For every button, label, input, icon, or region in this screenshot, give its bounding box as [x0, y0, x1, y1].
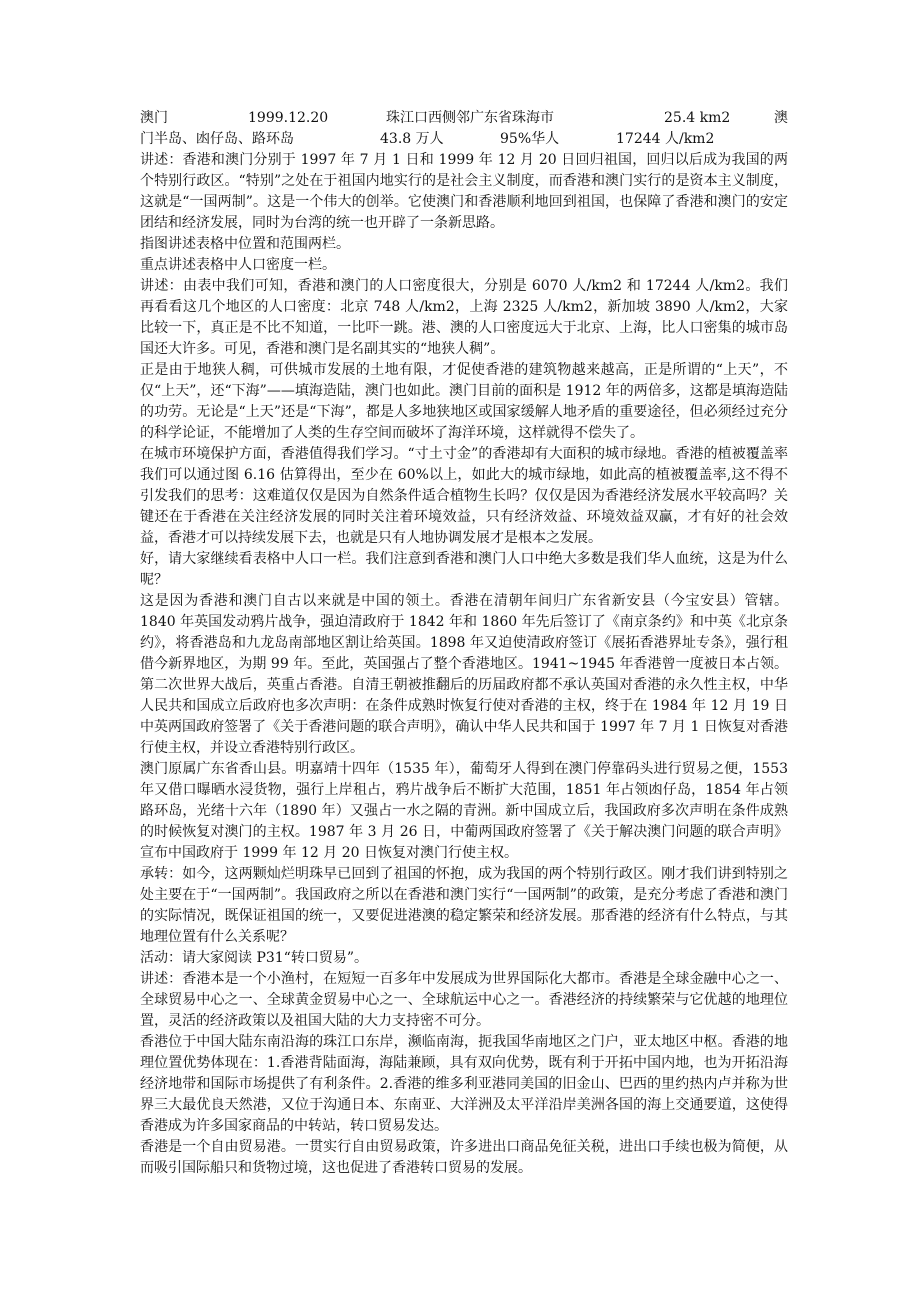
area-cell: 25.4 km2: [664, 110, 731, 126]
population-cell: 43.8 万人: [380, 131, 444, 147]
paragraph-activity: 活动：请大家阅读 P31“转口贸易”。: [140, 950, 368, 966]
paragraph-map-instruction: 指图讲述表格中位置和范围两栏。: [140, 236, 350, 252]
territory-cell: 门半岛、凼仔岛、路环岛: [140, 131, 294, 147]
paragraph-environment: 在城市环境保护方面，香港值得我们学习。“寸土寸金”的香港却有大面积的城市绿地。香港的植被覆盖率我们可以通过图 6.16 估算得出，至少在 60%以上，如此大的城市绿地，如此高的植被覆盖率,这不得不引发我们的思考：这难道仅仅是因为自然条件适合植物生长吗？仅仅是因为香港经济发展水平较高吗？关键还在于香港在关注经济发展的同时关注着环境效益，只有经济效益、环境效益双赢，才有好的社会效益，香港才可以持续发展下去，也就是只有人地协调发展才是根本之发展。: [140, 446, 788, 546]
paragraph-density-focus: 重点讲述表格中人口密度一栏。: [140, 257, 336, 273]
paragraph-land-reclamation: 正是由于地狭人稠，可供城市发展的土地有限，才促使香港的建筑物越来越高，正是所谓的“上天”，不仅“上天”，还“下海”——填海造陆，澳门也如此。澳门目前的面积是 1912 年的两倍多，这都是填海造陆的功劳。无论是“上天”还是“下海”，都是人多地狭地区或国家缓解人地矛盾的重要途径，但必须经过充分的科学论证，不能增加了人类的生存空间而破坏了海洋环境，这样就得不偿失了。: [140, 362, 788, 441]
paragraph-macau-history: 澳门原属广东省香山县。明嘉靖十四年（1535 年），葡萄牙人得到在澳门停靠码头进行贸易之便，1553 年又借口曝晒水浸货物，强行上岸租占，鸦片战争后不断扩大范围，1851 年占领凼仔岛，1854 年占领路环岛，光绪十六年（1890 年）又强占一水之隔的青洲。新中国成立后，我国政府多次声明在条件成熟的时候恢复对澳门的主权。1987 年 3 月 26 日，中葡两国政府签署了《关于解决澳门问题的联合声明》宣布中国政府于 1999 年 12 月 20 日恢复对澳门行使主权。: [140, 761, 788, 861]
territory-prefix-cell: 澳: [774, 110, 788, 126]
paragraph-transition: 承转：如今，这两颗灿烂明珠早已回到了祖国的怀抱，成为我国的两个特别行政区。刚才我们讲到特别之处主要在于“一国两制”。我国政府之所以在香港和澳门实行“一国两制”的政策，是充分考虑了香港和澳门的实际情况，既保证祖国的统一，又要促进港澳的稳定繁荣和经济发展。那香港的经济有什么特点，与其地理位置有什么关系呢？: [140, 866, 788, 945]
density-cell: 17244 人/km2: [616, 131, 715, 147]
paragraph-location-advantages: 香港位于中国大陆东南沿海的珠江口东岸，濒临南海，扼我国华南地区之门户，亚太地区中枢。香港的地理位置优势体现在：1.香港背陆面海，海陆兼顾，具有双向优势，既有利于开拓中国内地，也为开拓沿海经济地带和国际市场提供了有利条件。2.香港的维多利亚港同美国的旧金山、巴西的里约热内卢并称为世界三大最优良天然港，又位于沟通日本、东南亚、大洋洲及太平洋沿岸美洲各国的海上交通要道，这使得香港成为许多国家商品的中转站，转口贸易发达。: [140, 1034, 788, 1134]
region-name-cell: 澳门: [140, 110, 168, 126]
ethnicity-cell: 95%华人: [500, 131, 560, 147]
paragraph-population-question: 好，请大家继续看表格中人口一栏。我们注意到香港和澳门人口中绝大多数是我们华人血统，这是为什么呢？: [140, 551, 788, 588]
paragraph-hongkong-history: 这是因为香港和澳门自古以来就是中国的领土。香港在清朝年间归广东省新安县（今宝安县）管辖。1840 年英国发动鸦片战争，强迫清政府于 1842 年和 1860 年先后签订了《南京条约》和中英《北京条约》，将香港岛和九龙岛南部地区割让给英国。1898 年又迫使清政府签订《展拓香港界址专条》，强行租借今新界地区，为期 99 年。至此，英国强占了整个香港地区。1941~1945 年香港曾一度被日本占领。第二次世界大战后，英重占香港。自清王朝被推翻后的历届政府都不承认英国对香港的永久性主权，中华人民共和国成立后政府也多次声明：在条件成熟时恢复行使对香港的主权，终于在 1984 年 12 月 19 日中英两国政府签署了《关于香港问题的联合声明》，确认中华人民共和国于 1997 年 7 月 1 日恢复对香港行使主权，并设立香港特别行政区。: [140, 593, 788, 756]
macau-table-row: [140, 108, 788, 150]
paragraph-intro-narration: 讲述：香港和澳门分别于 1997 年 7 月 1 日和 1999 年 12 月 20 日回归祖国，回归以后成为我国的两个特别行政区。“特别”之处在于祖国内地实行的是社会主义制度，而香港和澳门实行的是资本主义制度，这就是“一国两制”。这是一个伟大的创举。它使澳门和香港顺利地回到祖国，也保障了香港和澳门的安定团结和经济发展，同时为台湾的统一也开辟了一条新思路。: [140, 152, 788, 231]
position-cell: 珠江口西侧邻广东省珠海市: [386, 110, 554, 126]
paragraph-free-trade-port: 香港是一个自由贸易港。一贯实行自由贸易政策，许多进出口商品免征关税，进出口手续也极为简便，从而吸引国际船只和货物过境，这也促进了香港转口贸易的发展。: [140, 1139, 788, 1176]
paragraph-density-narration: 讲述：由表中我们可知，香港和澳门的人口密度很大，分别是 6070 人/km2 和 17244 人/km2。我们再看看这几个地区的人口密度：北京 748 人/km2，上海 2325 人/km2，新加坡 3890 人/km2，大家比较一下，真正是不比不知道，一比吓一跳。港、澳的人口密度远大于北京、上海，比人口密集的城市岛国还大许多。可见，香港和澳门是名副其实的“地狭人稠”。: [140, 278, 788, 357]
return-date-cell: 1999.12.20: [248, 110, 329, 126]
document-page: [140, 108, 788, 1179]
paragraph-economy-narration: 讲述：香港本是一个小渔村，在短短一百多年中发展成为世界国际化大都市。香港是全球金融中心之一、全球贸易中心之一、全球黄金贸易中心之一、全球航运中心之一。香港经济的持续繁荣与它优越的地理位置，灵活的经济政策以及祖国大陆的大力支持密不可分。: [140, 971, 788, 1029]
